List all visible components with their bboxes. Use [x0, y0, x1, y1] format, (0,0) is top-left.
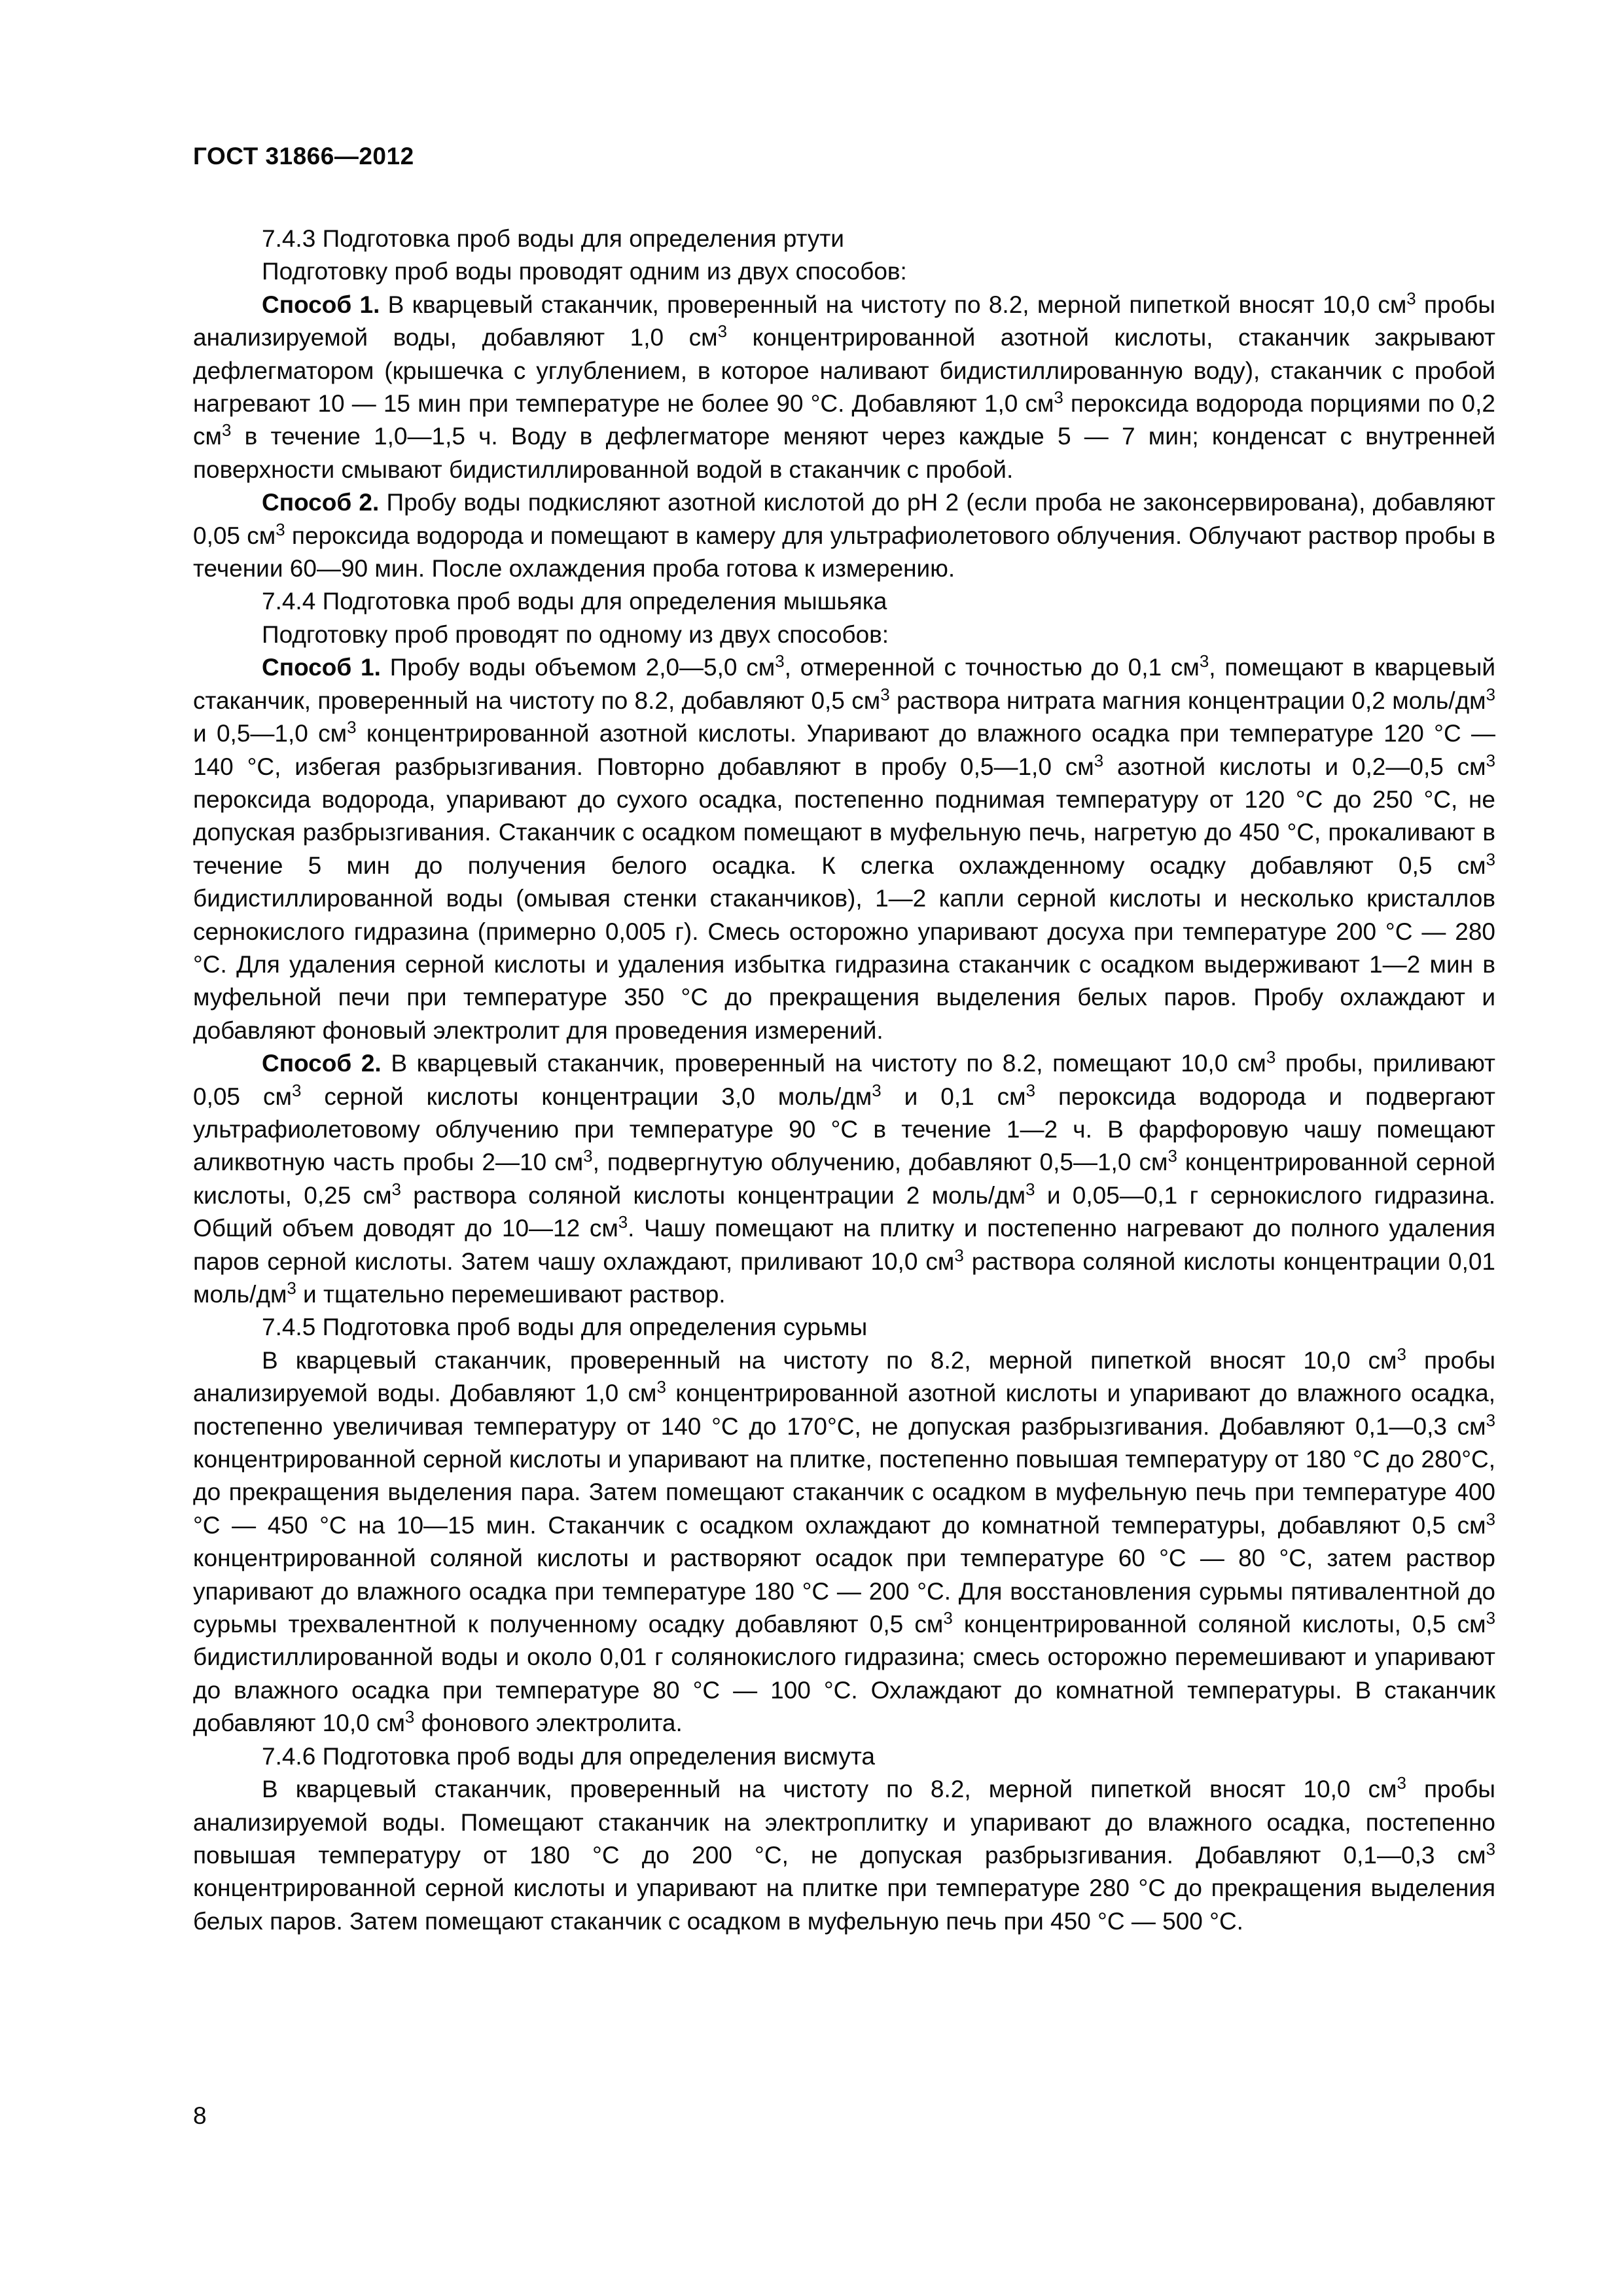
text-run: пробы, приливают 0,05 см	[193, 1050, 1495, 1110]
text-run: 7.4.6 Подготовка проб воды для определения висмута	[262, 1742, 875, 1770]
text-run: концентрированной азотной кислоты, стаканчик закрывают дефлегматором (крышечка с углублением, в которое наливают бидистиллированную воду), стаканчик с пробой нагревают 10 — 15 мин при температуре не более 90 °С. Добавляют 1,0 см	[193, 324, 1495, 418]
superscript: 3	[1397, 1774, 1406, 1793]
text-run: азотной кислоты и 0,2—0,5 см	[1103, 753, 1486, 780]
text-run: Подготовку проб воды проводят одним из двух способов:	[262, 258, 907, 285]
superscript: 3	[943, 1609, 953, 1628]
paragraph	[193, 1311, 1495, 1344]
text-run: концентрированной азотной кислоты. Упаривают до влажного осадка при температуре 120 °С — 140 °С, избегая разбрызгивания. Повторно добавляют в пробу 0,5—1,0 см	[193, 720, 1495, 780]
superscript: 3	[1486, 1609, 1495, 1628]
superscript: 3	[1486, 1840, 1495, 1859]
text-run: . Чашу помещают на плитку и постепенно нагревают до полного удаления паров серной кислоты. Затем чашу охлаждают, приливают 10,0 см	[193, 1215, 1495, 1275]
superscript: 3	[954, 1246, 964, 1265]
superscript: 3	[618, 1213, 628, 1232]
text-run: пероксида водорода и подвергают ультрафиолетовому облучению при температуре 90 °С в течение 1—2 ч. В фарфоровую чашу помещают аликвотную часть пробы 2—10 см	[193, 1083, 1495, 1176]
superscript: 3	[1486, 751, 1496, 770]
text-run: , подвергнутую облучению, добавляют 0,5—1,0 см	[592, 1149, 1168, 1176]
text-run: и 0,5—1,0 см	[193, 720, 348, 747]
superscript: 3	[583, 1147, 593, 1166]
paragraph	[193, 486, 1495, 585]
superscript: 3	[872, 1081, 882, 1100]
superscript: 3	[717, 323, 727, 342]
superscript: 3	[291, 1081, 302, 1100]
paragraph	[193, 1047, 1495, 1311]
text-run: 7.4.3 Подготовка проб воды для определения ртути	[262, 225, 844, 252]
superscript: 3	[656, 1378, 666, 1397]
paragraph	[193, 651, 1495, 1047]
superscript: 3	[287, 1280, 296, 1299]
text-run: и тщательно перемешивают раствор.	[296, 1281, 726, 1308]
document-body	[193, 223, 1495, 1938]
superscript: 3	[1486, 1510, 1495, 1529]
text-run: концентрированной серной кислоты и упаривают на плитке при температуре 280 °С до прекращения выделения белых паров. Затем помещают стаканчик с осадком в муфельную печь при 450 °С — 500 °С.	[193, 1874, 1495, 1935]
superscript: 3	[1054, 389, 1063, 408]
superscript: 3	[347, 719, 357, 738]
text-run: концентрированной серной кислоты, 0,25 см	[193, 1149, 1495, 1209]
text-run: пробы анализируемой воды. Добавляют 1,0 см	[193, 1346, 1495, 1407]
text-run: В кварцевый стаканчик, проверенный на чистоту по 8.2, мерной пипеткой вносят 10,0 см	[262, 1776, 1397, 1803]
text-run: пероксида водорода и помещают в камеру для ультрафиолетового облучения. Облучают раствор пробы в течении 60—90 мин. После охлаждения проба готова к измерению.	[193, 522, 1495, 583]
paragraph	[193, 1773, 1495, 1938]
text-run: серной кислоты концентрации 3,0 моль/дм	[301, 1083, 872, 1110]
superscript: 3	[276, 520, 285, 539]
superscript: 3	[1026, 1180, 1035, 1199]
text-run: Пробу воды объемом 2,0—5,0 см	[380, 654, 776, 681]
paragraph	[193, 223, 1495, 255]
text-run: пробы анализируемой воды, добавляют 1,0 см	[193, 291, 1495, 351]
superscript: 3	[1266, 1049, 1276, 1067]
superscript: 3	[1094, 751, 1104, 770]
document-header: ГОСТ 31866—2012	[193, 143, 414, 170]
text-run: 7.4.5 Подготовка проб воды для определения сурьмы	[262, 1314, 868, 1341]
text-run: концентрированной азотной кислоты и упаривают до влажного осадка, постепенно увеличивая температуру от 140 °С до 170°С, не допуская разбрызгивания. Добавляют 0,1—0,3 см	[193, 1380, 1495, 1440]
page-number: 8	[193, 2102, 207, 2129]
text-run: пероксида водорода порциями по 0,2 см	[193, 390, 1495, 450]
superscript: 3	[880, 685, 890, 704]
paragraph	[193, 619, 1495, 651]
text-run: В кварцевый стаканчик, проверенный на чистоту по 8.2, мерной пипеткой вносят 10,0 см	[380, 291, 1407, 318]
superscript: 3	[391, 1180, 401, 1199]
text-run: и 0,1 см	[881, 1083, 1026, 1110]
paragraph	[193, 255, 1495, 288]
paragraph	[193, 585, 1495, 618]
text-run: концентрированной серной кислоты и упаривают на плитке, постепенно повышая температуру от 180 °С до 280°С, до прекращения выделения пара. Затем помещают стаканчик с осадком в муфельную печь при температуре 400 °С — 450 °С на 10—15 мин. Стаканчик с осадком охлаждают до комнатной температуры, добавляют 0,5 см	[193, 1446, 1495, 1539]
superscript: 3	[1199, 653, 1209, 672]
superscript: 3	[1026, 1081, 1036, 1100]
text-run: бидистиллированной воды и около 0,01 г солянокислого гидразина; смесь осторожно перемешивают и упаривают до влажного осадка при температуре 80 °С — 100 °С. Охлаждают до комнатной температуры. В стаканчик добавляют 10,0 см	[193, 1643, 1495, 1737]
text-run: и 0,05—0,1 г сернокислого гидразина. Общий объем доводят до 10—12 см	[193, 1181, 1495, 1242]
paragraph	[193, 289, 1495, 486]
superscript: 3	[1486, 1411, 1495, 1430]
bold-text: Способ 1.	[262, 654, 381, 681]
superscript: 3	[221, 422, 232, 440]
text-run: раствора соляной кислоты концентрации 0,01 моль/дм	[193, 1247, 1496, 1308]
bold-text: Способ 2.	[262, 489, 380, 516]
paragraph	[193, 1740, 1495, 1773]
text-run: пробы анализируемой воды. Помещают стаканчик на электроплитку и упаривают до влажного осадка, постепенно повышая температуру от 180 °С до 200 °С, не допуская разбрызгивания. Добавляют 0,1—0,3 см	[193, 1776, 1495, 1869]
text-run: раствора нитрата магния концентрации 0,2 моль/дм	[889, 687, 1486, 714]
text-run: в течение 1,0—1,5 ч. Воду в дефлегматоре меняют через каждые 5 — 7 мин; конденсат с внутренней поверхности смывают бидистиллированной водой в стаканчик с пробой.	[193, 423, 1495, 483]
paragraph	[193, 1344, 1495, 1740]
text-run: , помещают в кварцевый стаканчик, проверенный на чистоту по 8.2, добавляют 0,5 см	[193, 654, 1495, 714]
superscript: 3	[1486, 685, 1495, 704]
text-run: фонового электролита.	[414, 1710, 683, 1737]
text-run: , отмеренной с точностью до 0,1 см	[784, 654, 1200, 681]
text-run: 7.4.4 Подготовка проб воды для определения мышьяка	[262, 588, 887, 615]
superscript: 3	[404, 1708, 415, 1727]
superscript: 3	[1397, 1345, 1406, 1364]
text-run: В кварцевый стаканчик, проверенный на чистоту по 8.2, мерной пипеткой вносят 10,0 см	[262, 1346, 1397, 1374]
superscript: 3	[775, 653, 785, 672]
bold-text: Способ 2.	[262, 1050, 382, 1077]
text-run: В кварцевый стаканчик, проверенный на чистоту по 8.2, помещают 10,0 см	[381, 1050, 1266, 1077]
superscript: 3	[1406, 289, 1416, 308]
superscript: 3	[1486, 850, 1495, 869]
text-run: бидистиллированной воды (омывая стенки стаканчиков), 1—2 капли серной кислоты и несколько кристаллов сернокислого гидразина (примерно 0,005 г). Смесь осторожно упаривают досуха при температуре 200 °С — 280 °С. Для удаления серной кислоты и удаления избытка гидразина стаканчик с осадком выдерживают 1—2 мин в муфельной печи при температуре 350 °С до прекращения выделения белых паров. Пробу охлаждают и добавляют фоновый электролит для проведения измерений.	[193, 885, 1495, 1044]
text-run: концентрированной соляной кислоты и растворяют осадок при температуре 60 °С — 80 °С, затем раствор упаривают до влажного осадка при температуре 180 °С — 200 °С. Для восстановления сурьмы пятивалентной до сурьмы трехвалентной к полученному осадку добавляют 0,5 см	[193, 1545, 1495, 1638]
superscript: 3	[1168, 1147, 1177, 1166]
text-run: концентрированной соляной кислоты, 0,5 см	[952, 1611, 1486, 1638]
text-run: Подготовку проб проводят по одному из двух способов:	[262, 620, 889, 648]
text-run: раствора соляной кислоты концентрации 2 моль/дм	[401, 1181, 1026, 1209]
bold-text: Способ 1.	[262, 291, 380, 318]
text-run: пероксида водорода, упаривают до сухого осадка, постепенно поднимая температуру от 120 °С до 250 °С, не допуская разбрызгивания. Стаканчик с осадком помещают в муфельную печь, нагретую до 450 °С, прокаливают в течение 5 мин до получения белого осадка. К слегка охлажденному осадку добавляют 0,5 см	[193, 785, 1495, 879]
text-run: Пробу воды подкисляют азотной кислотой до рН 2 (если проба не законсервирована), добавляют 0,05 см	[193, 489, 1495, 549]
